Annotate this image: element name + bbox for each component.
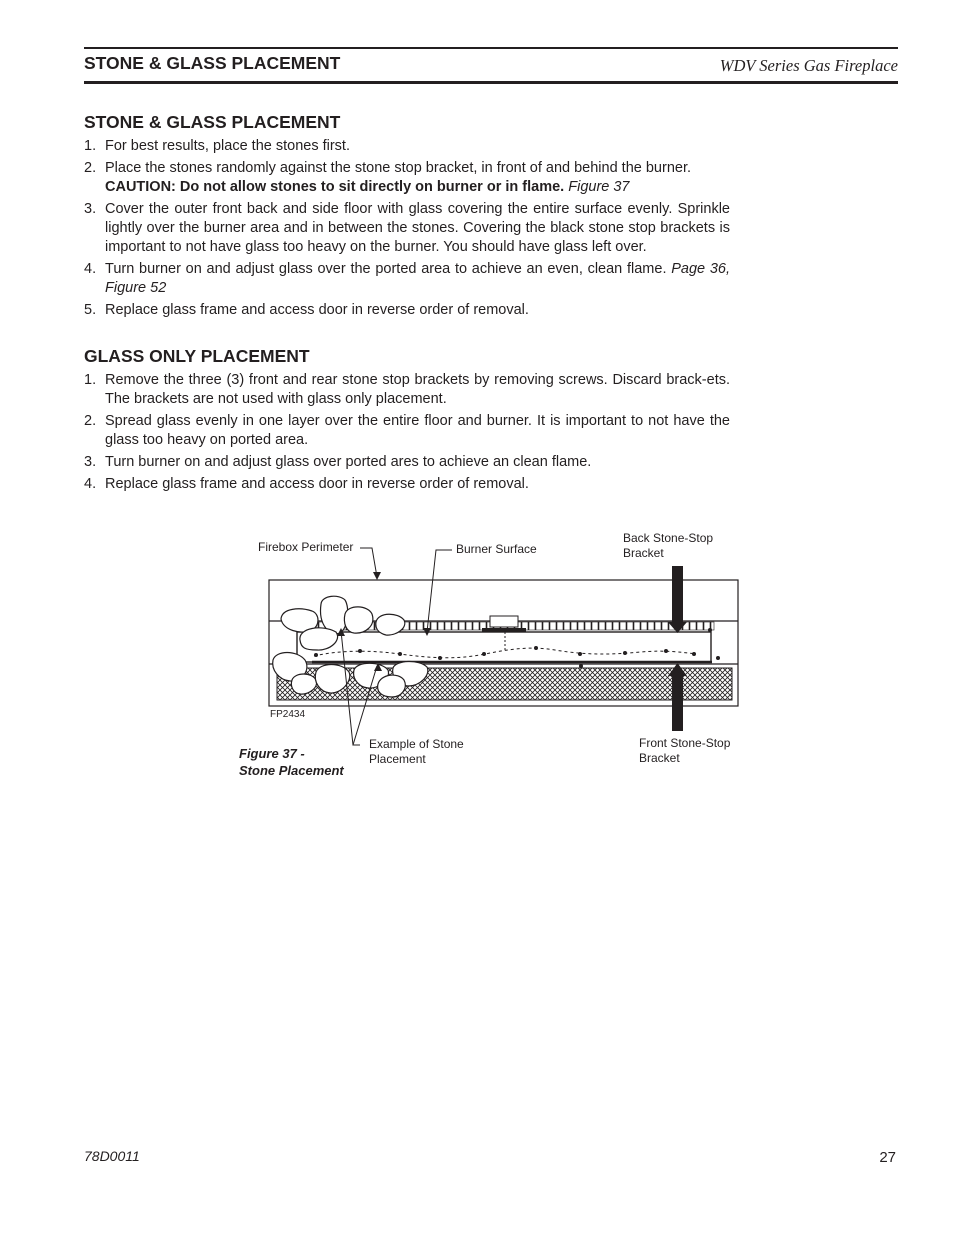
step-text: Remove the three (3) front and rear stone stop brackets by removing screws. Discard brack-ets. The brackets are not used with glass only placement. (105, 372, 730, 407)
stone-glass-section-title: STONE & GLASS PLACEMENT (84, 112, 341, 132)
front-bracket-label (639, 736, 730, 766)
step-text: For best results, place the stones first. (105, 138, 350, 154)
step-text: Replace glass frame and access door in reverse order of removal. (105, 302, 529, 318)
step-number: 3. (84, 454, 97, 470)
step-number: 1. (84, 138, 97, 154)
burner-body (297, 632, 711, 662)
page-reference: Page 36, Figure 52 (105, 261, 730, 296)
valve-plate (490, 616, 518, 627)
front-bracket-label-line1: Front Stone-Stop (639, 736, 731, 750)
figure-caption-line1: Figure 37 - (239, 746, 305, 761)
firebox-perimeter-label: Firebox Perimeter (258, 540, 354, 554)
back-bracket-arrow (668, 566, 687, 633)
stone-example-label-line2: Placement (369, 752, 426, 766)
step-text: Spread glass evenly in one layer over the entire floor and burner. It is important to not have the glass too heavy on ported area. (105, 413, 730, 448)
step-text: Turn burner on and adjust glass over the ported area to achieve an even, clean flame. (105, 261, 667, 277)
back-bracket-label-line2: Bracket (623, 546, 664, 560)
figure-caption-line2: Stone Placement (239, 763, 344, 778)
figure-reference: Figure 37 (568, 179, 630, 195)
header-section-title: STONE & GLASS PLACEMENT (84, 53, 341, 73)
document-number: 78D0011 (84, 1148, 140, 1164)
stone-example-label-line1: Example of Stone (369, 737, 464, 751)
figure-caption (239, 745, 344, 779)
glass-only-section-title: GLASS ONLY PLACEMENT (84, 346, 310, 366)
step-text: Place the stones randomly against the stone stop bracket, in front of and behind the burner. (105, 160, 692, 176)
step-number: 2. (84, 160, 97, 176)
caution-text: CAUTION: Do not allow stones to sit directly on burner or in flame. (105, 179, 565, 195)
step-text: Turn burner on and adjust glass over ported ares to achieve an clean flame. (105, 454, 592, 470)
step-number: 4. (84, 261, 97, 277)
step-text: Cover the outer front back and side floor with glass covering the entire surface evenly. Sprinkle lightly over the burner area and in between the stones. Covering the black stone stop brackets is important to not have glass too heavy on the burner. You should have glass left over. (105, 201, 730, 255)
back-bracket-label (623, 531, 713, 561)
back-bracket-label-line1: Back Stone-Stop (623, 531, 714, 545)
burner-surface-label: Burner Surface (456, 542, 537, 556)
header-product-name: WDV Series Gas Fireplace (719, 56, 898, 75)
front-bracket-label-line2: Bracket (639, 751, 680, 765)
step-number: 5. (84, 302, 97, 318)
step-number: 1. (84, 372, 97, 388)
figure-code: FP2434 (270, 709, 306, 720)
valve-bar (482, 628, 526, 632)
step-number: 3. (84, 201, 97, 217)
step-number: 4. (84, 476, 97, 492)
page-number: 27 (879, 1149, 896, 1166)
stone-example-label (369, 737, 464, 767)
step-text: Replace glass frame and access door in reverse order of removal. (105, 476, 529, 492)
step-number: 2. (84, 413, 97, 429)
